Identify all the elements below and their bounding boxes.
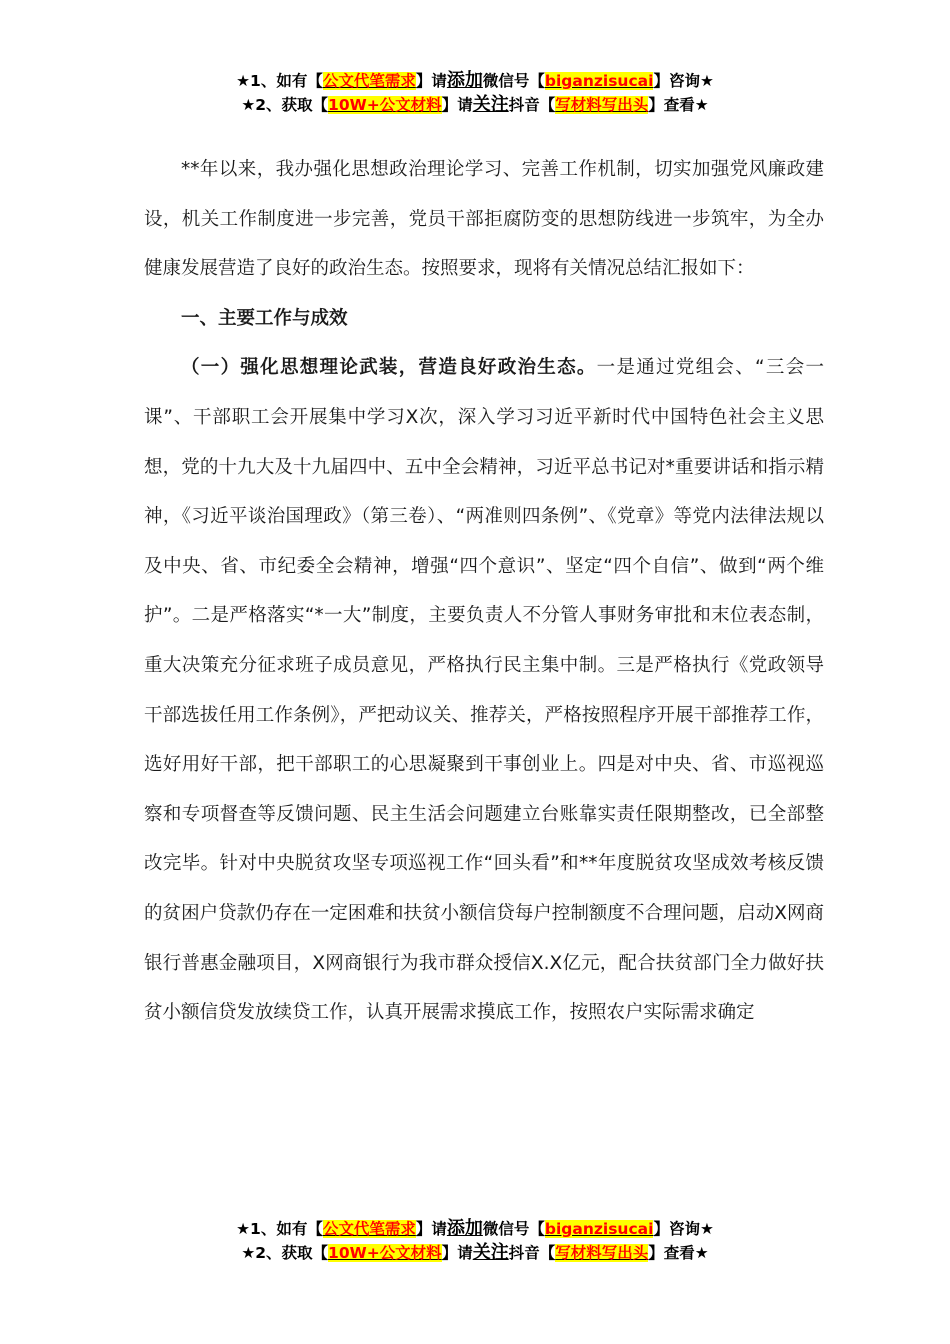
banner-highlight: 写材料写出头 (555, 1244, 649, 1262)
subsection-body: 一是通过党组会、“三会一课”、干部职工会开展集中学习X次，深入学习习近平新时代中国特色社会主义思想，党的十九大及十九届四中、五中全会精神，习近平总书记对*重要讲话和指示精神，《习近平谈治国理政》（第三卷）、“两准则四条例”、《党章》等党内法律法规以及中央、省、市纪委全会精神，增强“四个意识”、坚定“四个自信”、做到“两个维护”。二是严格落实“*一大”制度，主要负责人不分管人事财务审批和末位表态制，重大决策充分征求班子成员意见，严格执行民主集中制。三是严格执行《党政领导干部选拔任用工作条例》，严把动议关、推荐关，严格按照程序开展干部推荐工作，选好用好干部，把干部职工的心思凝聚到干事创业上。四是对中央、省、市巡视巡察和专项督查等反馈问题、民主生活会问题建立台账靠实责任限期整改，已全部整改完毕。针对中央脱贫攻坚专项巡视工作“回头看”和**年度脱贫攻坚成效考核反馈的贫困户贷款仍存在一定困难和扶贫小额信贷每户控制额度不合理问题，启动X网商银行普惠金融项目，X网商银行为我市群众授信X.X亿元，配合扶贫部门全力做好扶贫小额信贷发放续贷工作，认真开展需求摸底工作，按照农户实际需求确定 (144, 357, 824, 1024)
banner-highlight: 10W+公文材料 (328, 1244, 442, 1262)
banner-text: 微信号【 (482, 72, 545, 90)
banner-highlight: biganzisucai (544, 72, 654, 90)
banner-text: 】查看★ (648, 96, 709, 114)
banner-highlight: 10W+公文材料 (328, 96, 442, 114)
banner-line-2 (0, 1241, 950, 1265)
banner-underline: 添加 (446, 1218, 483, 1239)
banner-text: 】请 (415, 1220, 447, 1238)
banner-text: 】请 (441, 96, 473, 114)
banner-text: 】咨询★ (653, 72, 714, 90)
banner-line-1 (0, 69, 950, 93)
banner-underline: 关注 (472, 94, 509, 115)
intro-paragraph: **年以来，我办强化思想政治理论学习、完善工作机制，切实加强党风廉政建设，机关工作制度进一步完善，党员干部拒腐防变的思想防线进一步筑牢，为全办健康发展营造了良好的政治生态。按照要求，现将有关情况总结汇报如下： (144, 159, 824, 280)
section-heading: 一、主要工作与成效 (181, 307, 348, 329)
banner-highlight: 公文代笔需求 (322, 72, 416, 90)
banner-line-2 (0, 93, 950, 117)
header-banner (0, 69, 950, 117)
banner-highlight: 公文代笔需求 (322, 1220, 416, 1238)
footer-banner (0, 1217, 950, 1265)
banner-underline: 关注 (472, 1242, 509, 1263)
banner-text: 】咨询★ (653, 1220, 714, 1238)
body-paragraph (144, 343, 824, 1037)
banner-text: 】查看★ (648, 1244, 709, 1262)
banner-underline: 添加 (446, 70, 483, 91)
subsection-heading: （一）强化思想理论武装，营造良好政治生态。 (181, 357, 597, 379)
banner-text: 抖音【 (508, 96, 556, 114)
banner-text: 抖音【 (508, 1244, 556, 1262)
banner-text: ★1、如有【 (236, 1220, 323, 1238)
banner-highlight: biganzisucai (544, 1220, 654, 1238)
banner-text: ★2、获取【 (241, 1244, 329, 1262)
banner-highlight: 写材料写出头 (555, 96, 649, 114)
banner-text: ★1、如有【 (236, 72, 323, 90)
banner-text: 微信号【 (482, 1220, 545, 1238)
banner-text: ★2、获取【 (241, 96, 329, 114)
banner-text: 】请 (441, 1244, 473, 1262)
document-body (144, 145, 824, 1038)
banner-text: 】请 (415, 72, 447, 90)
banner-line-1 (0, 1217, 950, 1241)
